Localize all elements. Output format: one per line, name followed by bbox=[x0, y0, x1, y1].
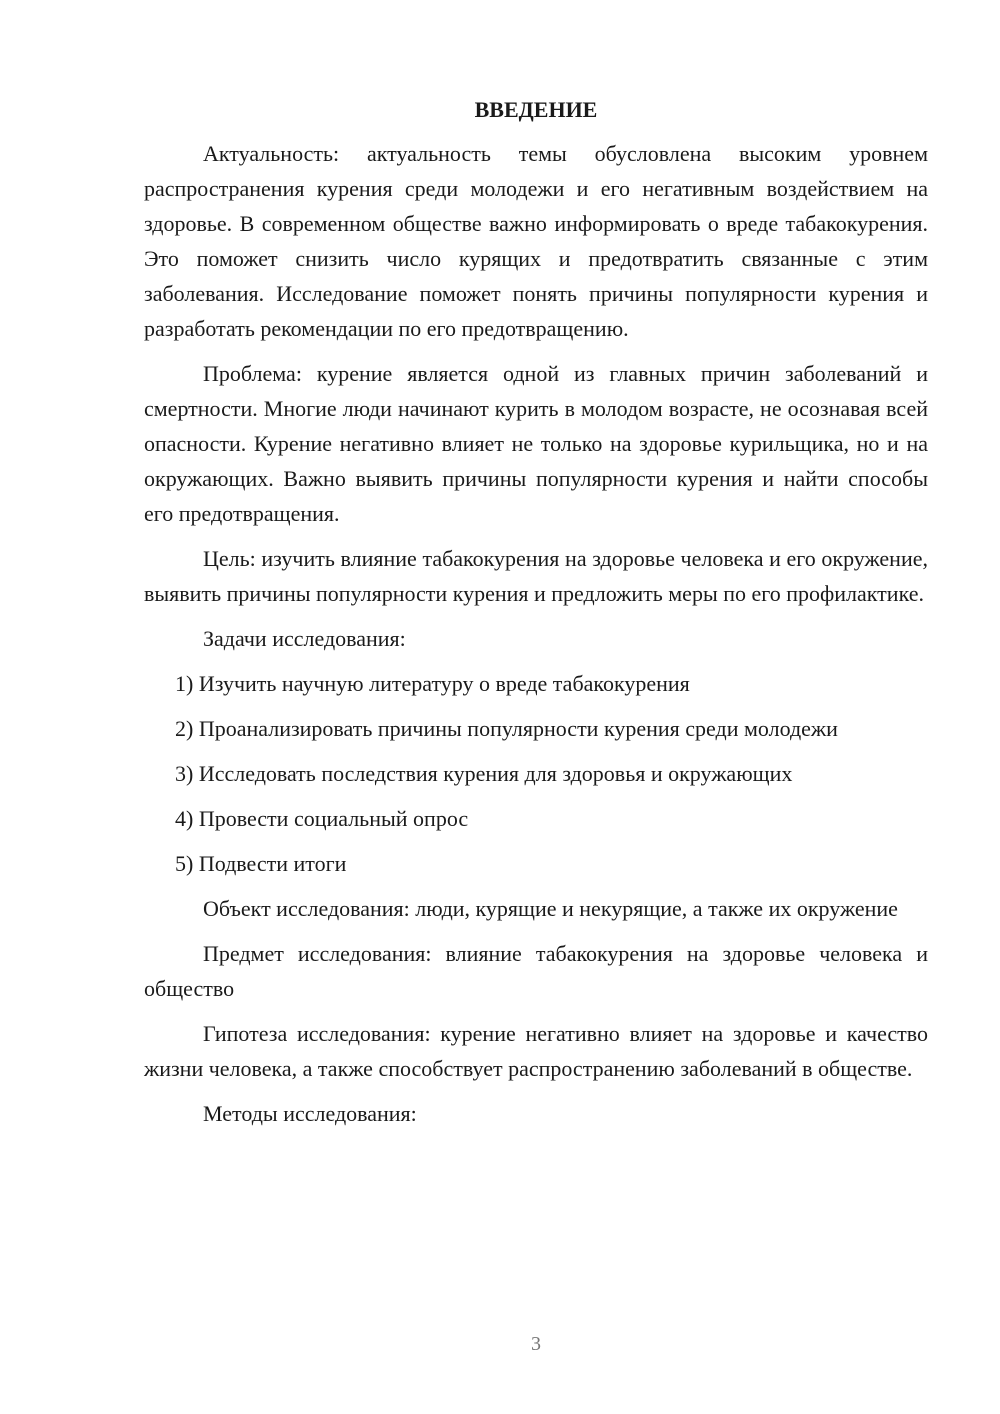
methods-heading: Методы исследования: bbox=[203, 1101, 417, 1126]
task-item: 1) Изучить научную литературу о вреде табакокурения bbox=[175, 671, 690, 696]
page-content bbox=[144, 92, 928, 1141]
object-paragraph: Объект исследования: люди, курящие и некурящие, а также их окружение bbox=[203, 896, 898, 921]
problem-paragraph: Проблема: курение является одной из главных причин заболеваний и смертности. Многие люди начинают курить в молодом возрасте, не осознавая всей опасности. Курение негативно влияет не только на здоровье курильщика, но и на окружающих. Важно выявить причины популярности курения и найти способы его предотвращения. bbox=[144, 361, 928, 526]
task-item: 5) Подвести итоги bbox=[175, 851, 347, 876]
subject-paragraph: Предмет исследования: влияние табакокурения на здоровье человека и общество bbox=[144, 941, 928, 1001]
tasks-list bbox=[144, 666, 928, 881]
hypothesis-paragraph: Гипотеза исследования: курение негативно влияет на здоровье и качество жизни человека, а также способствует распространению заболеваний в обществе. bbox=[144, 1021, 928, 1081]
page-number: 3 bbox=[531, 1333, 541, 1355]
page-title: ВВЕДЕНИЕ bbox=[474, 97, 598, 122]
task-item: 4) Провести социальный опрос bbox=[175, 806, 469, 831]
relevance-paragraph: Актуальность: актуальность темы обусловлена высоким уровнем распространения курения среди молодежи и его негативным воздействием на здоровье. В современном обществе важно информировать о вреде табакокурения. Это поможет снизить число курящих и предотвратить связанные с этим заболевания. Исследование поможет понять причины популярности курения и разработать рекомендации по его предотвращению. bbox=[144, 141, 928, 341]
task-item: 2) Проанализировать причины популярности курения среди молодежи bbox=[175, 716, 838, 741]
task-item: 3) Исследовать последствия курения для здоровья и окружающих bbox=[175, 761, 793, 786]
goal-paragraph: Цель: изучить влияние табакокурения на здоровье человека и его окружение, выявить причины популярности курения и предложить меры по его профилактике. bbox=[144, 546, 928, 606]
tasks-heading: Задачи исследования: bbox=[203, 626, 406, 651]
